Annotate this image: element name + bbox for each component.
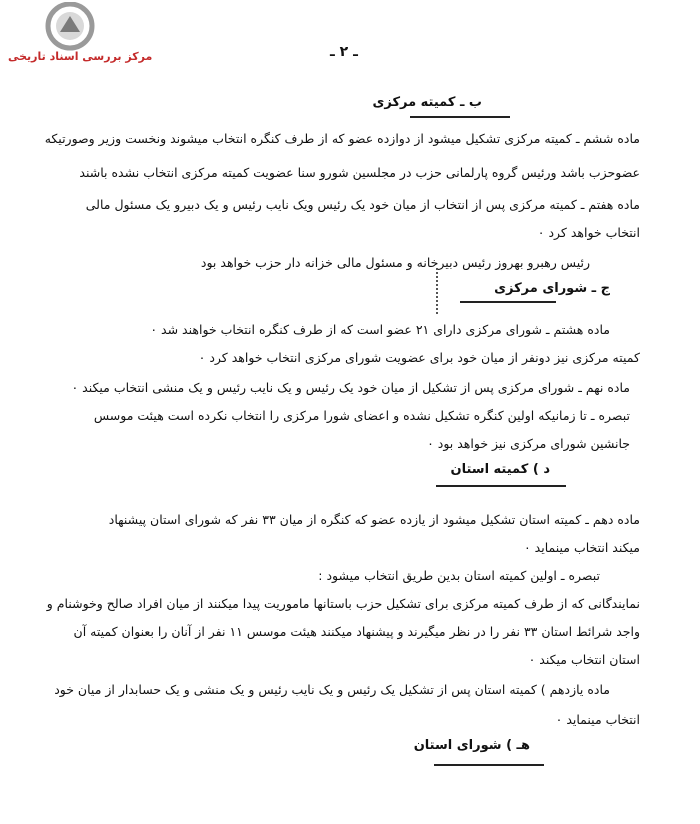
text-line: نمایندگانی که از طرف کمیته مرکزی برای تشکیل حزب باستانها ماموریت پیدا میکنند از میان افراد صالح وخوشنام و [46,596,640,611]
section-b-underline [410,116,510,118]
text-line: جانشین شورای مرکزی نیز خواهد بود ۰ [427,436,630,451]
text-line: ماده دهم ـ کمیته استان تشکیل میشود از یازده عضو که کنگره از میان ۳۳ نفر که شورای استان پیشنهاد [108,512,640,527]
section-h-heading: هـ ) شورای استان [413,738,530,753]
text-line: ماده یازدهم ) کمیته استان پس از تشکیل یک رئیس و یک نایب رئیس و یک منشی و یک حسابدار از میان خود [54,682,610,697]
page-number: ـ ۲ ـ [330,44,358,60]
text-line: استان انتخاب میکند ۰ [528,652,640,667]
text-line: ماده هشتم ـ شورای مرکزی دارای ۲۱ عضو است که از طرف کنگره انتخاب خواهند شد ۰ [150,322,610,337]
text-line: میکند انتخاب مینماید ۰ [523,540,640,555]
text-line: ماده هفتم ـ کمیته مرکزی پس از انتخاب از میان خود یک رئیس ویک نایب رئیس و یک دبیرو یک مسئول مالی [85,197,640,212]
text-line: کمیته مرکزی نیز دونفر از میان خود برای عضویت شورای مرکزی انتخاب خواهد کرد ۰ [198,350,640,365]
section-d-heading: د ) کمیته استان [450,462,550,477]
section-c-heading: ج ـ شورای مرکزی [494,281,610,296]
text-line: رئیس رهبرو بهروز رئیس دبیرخانه و مسئول مالی خزانه دار حزب خواهد بود [200,255,590,270]
text-line: واجد شرائط استان ۳۳ نفر را در نظر میگیرند و پیشنهاد میکنند هیئت موسس ۱۱ نفر از آنان را بعنوان کمیته آن [73,624,640,639]
text-line: عضوحزب باشد ورئیس گروه پارلمانی حزب در مجلسین شورو سنا عضویت کمیته مرکزی انتخاب نشده باشند [79,165,640,180]
text-line: ماده ششم ـ کمیته مرکزی تشکیل میشود از دوازده عضو که از طرف کنگره انتخاب میشوند ونخست وزیر وصورتیکه [44,131,640,146]
text-line: انتخاب خواهد کرد ۰ [537,225,640,240]
archive-name: مرکز بررسی اسناد تاریخی [8,50,153,63]
text-line: انتخاب مینماید ۰ [555,712,640,727]
text-line: تبصره ـ تا زمانیکه اولین کنگره تشکیل نشده و اعضای شورا مرکزی را انتخاب نکرده است هیئت موسس [93,408,630,423]
section-h-underline [434,764,544,766]
margin-marks [436,268,440,314]
section-b-heading: ب ـ کمیته مرکزی [372,95,482,110]
text-line: تبصره ـ اولین کمیته استان بدین طریق انتخاب میشود : [318,568,600,583]
section-c-underline [460,301,556,303]
section-d-underline [436,485,566,487]
text-line: ماده نهم ـ شورای مرکزی پس از تشکیل از میان خود یک رئیس و یک نایب رئیس و یک منشی انتخاب میکند ۰ [71,380,630,395]
